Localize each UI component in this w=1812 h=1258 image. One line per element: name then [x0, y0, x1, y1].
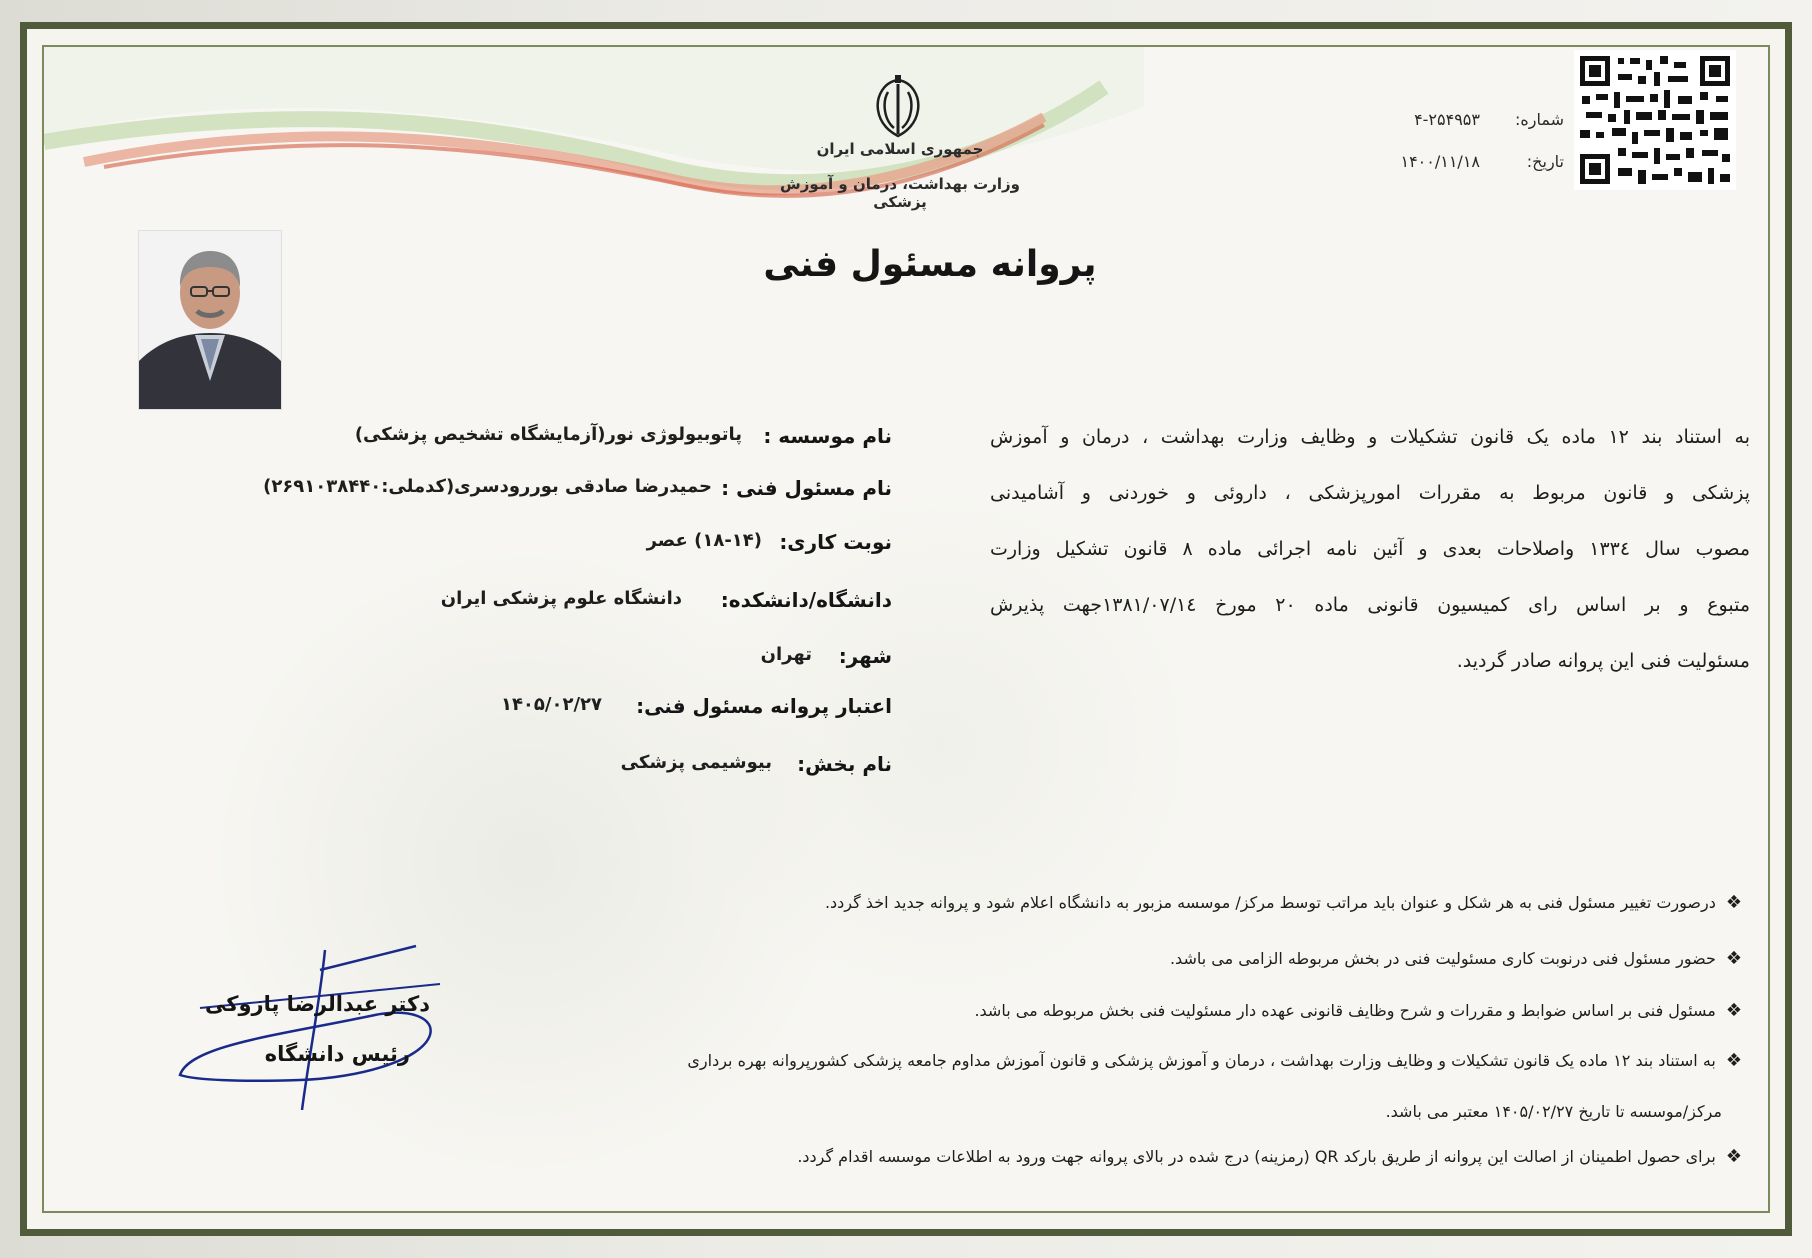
note-item [825, 892, 1742, 913]
signature-mark [170, 940, 460, 1110]
bullet-icon: ❖ [1725, 1146, 1742, 1167]
department-value: بیوشیمی پزشکی [620, 752, 772, 773]
technical-officer-value: حمیدرضا صادقی بوررودسری(کدملی:۲۶۹۱۰۳۸۴۴۰) [263, 476, 712, 497]
date-value: ۱۴۰۰/۱۱/۱۸ [1400, 152, 1480, 171]
person-portrait-icon [139, 231, 281, 409]
iran-emblem-icon [860, 72, 936, 142]
date-label: تاریخ: [1526, 152, 1564, 171]
bullet-icon: ❖ [1725, 892, 1742, 913]
institution-label: نام موسسه : [763, 424, 892, 448]
university-value: دانشگاه علوم پزشکی ایران [440, 588, 682, 609]
qr-code-icon[interactable] [1574, 50, 1736, 190]
technical-officer-label: نام مسئول فنی : [721, 476, 892, 500]
note-text: درصورت تغییر مسئول فنی به هر شکل و عنوان باید مراتب توسط مرکز/ موسسه مزبور به دانشگاه اعلام شود و پروانه جدید اخذ گردد. [824, 893, 1716, 912]
number-value: ۴-۲۵۴۹۵۳ [1414, 110, 1480, 129]
city-value: تهران [760, 644, 812, 665]
shift-label: نوبت کاری: [779, 530, 892, 554]
department-label: نام بخش: [797, 752, 892, 776]
signatory-name: دکتر عبدالرضا پازوکی [205, 992, 430, 1016]
validity-value: ۱۴۰۵/۰۲/۲۷ [500, 694, 602, 715]
note-continuation: مرکز/موسسه تا تاریخ ۱۴۰۵/۰۲/۲۷ معتبر می باشد. [1385, 1102, 1722, 1121]
bullet-icon: ❖ [1725, 948, 1742, 969]
city-label: شهر: [838, 644, 892, 668]
shift-value: (۱۸-۱۴) عصر [646, 530, 762, 551]
page-title: پروانه مسئول فنی [763, 244, 1097, 285]
university-label: دانشگاه/دانشکده: [720, 588, 892, 612]
note-text: برای حصول اطمینان از اصالت این پروانه از طریق بارکد QR (رمزینه) درج شده در بالای پروانه جهت ورود به اطلاعات موسسه اقدام گردد. [797, 1147, 1716, 1166]
note-text: مسئول فنی بر اساس ضوابط و مقررات و شرح وظایف قانونی عهده دار مسئولیت فنی بخش مربوطه می باشد. [974, 1001, 1716, 1020]
body-line-3: مصوب سال ۱۳۳٤ واصلاحات بعدی و آئین نامه اجرائی ماده ۸ قانون تشکیل وزارت [990, 538, 1751, 560]
bullet-icon: ❖ [1725, 1050, 1742, 1071]
bullet-icon: ❖ [1725, 1000, 1742, 1021]
body-line-2: پزشکی و قانون مربوط به مقررات امورپزشکی ، داروئی و خوردنی و آشامیدنی [990, 482, 1750, 504]
note-item [974, 1000, 1742, 1021]
body-line-1: به استناد بند ۱۲ ماده یک قانون تشکیلات و وظایف وزارت بهداشت ، درمان و آموزش [990, 426, 1750, 448]
note-text: به استناد بند ۱۲ ماده یک قانون تشکیلات و وظایف وزارت بهداشت ، درمان و آموزش پزشکی و قانون آموزش مداوم جامعه پزشکی کشورپروانه بهره برداری [687, 1051, 1716, 1070]
signatory-title: رئیس دانشگاه [264, 1042, 410, 1066]
institution-value: پاتوبیولوژی نور(آزمایشگاه تشخیص پزشکی) [354, 424, 742, 445]
validity-label: اعتبار پروانه مسئول فنی: [636, 694, 892, 718]
note-text: حضور مسئول فنی درنوبت کاری مسئولیت فنی در بخش مربوطه الزامی می باشد. [1169, 949, 1716, 968]
note-item [1170, 948, 1742, 969]
note-item [797, 1146, 1742, 1167]
ministry-name: وزارت بهداشت، درمان و آموزش پزشکی [780, 175, 1020, 211]
number-label: شماره: [1514, 110, 1564, 129]
body-line-5: مسئولیت فنی این پروانه صادر گردید. [1456, 650, 1750, 672]
note-item [687, 1050, 1742, 1071]
body-line-4: متبوع و بر اساس رای کمیسیون قانونی ماده ۲۰ مورخ ۱۳۸۱/۰۷/۱٤جهت پذیرش [990, 594, 1751, 616]
portrait-photo [138, 230, 282, 410]
gov-name: جمهوری اسلامی ایران [816, 140, 984, 158]
